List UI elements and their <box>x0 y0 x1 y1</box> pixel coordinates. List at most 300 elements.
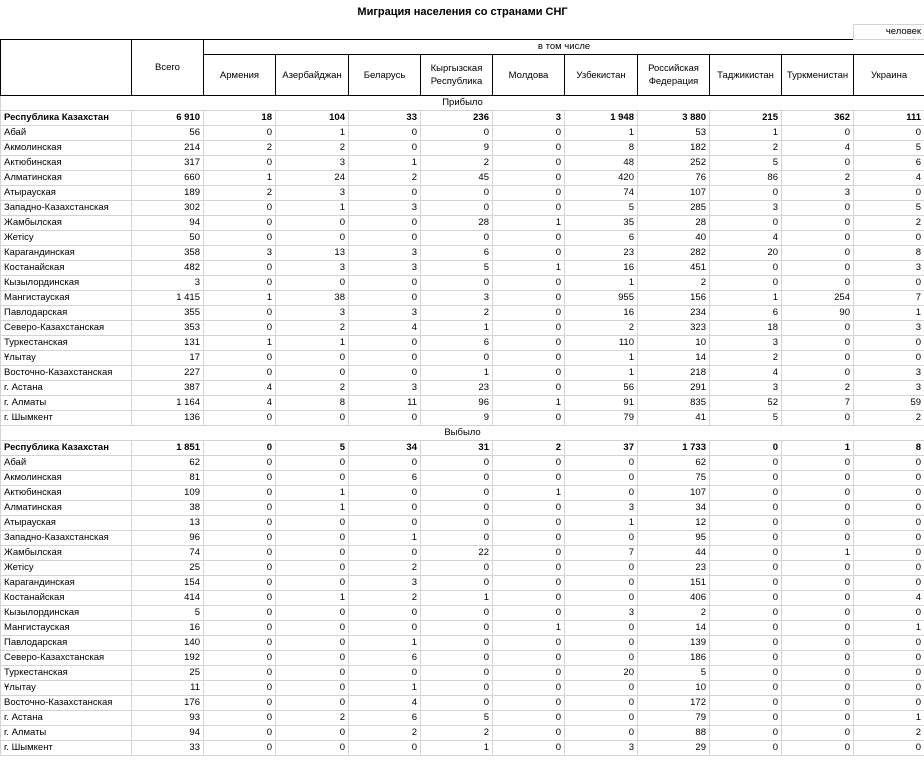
value-cell: 0 <box>854 186 924 201</box>
value-cell: 0 <box>782 711 854 726</box>
value-cell: 2 <box>638 276 710 291</box>
value-cell: 0 <box>493 201 565 216</box>
total-cell: 25 <box>132 666 204 681</box>
region-name: Ұлытау <box>1 681 132 696</box>
value-cell: 0 <box>565 471 638 486</box>
region-name: Мангистауская <box>1 621 132 636</box>
table-row <box>1 516 924 531</box>
value-cell: 0 <box>421 561 493 576</box>
value-cell: 1 <box>493 621 565 636</box>
total-cell: 214 <box>132 141 204 156</box>
value-cell: 44 <box>638 546 710 561</box>
value-cell: 20 <box>565 666 638 681</box>
total-cell: 302 <box>132 201 204 216</box>
value-cell: 0 <box>854 696 924 711</box>
value-cell: 0 <box>565 486 638 501</box>
value-cell: 0 <box>854 681 924 696</box>
value-cell: 1 <box>493 261 565 276</box>
region-name: г. Алматы <box>1 726 132 741</box>
table-row <box>1 546 924 561</box>
value-cell: 1 <box>854 711 924 726</box>
total-cell: 1 415 <box>132 291 204 306</box>
value-cell: 2 <box>421 726 493 741</box>
value-cell: 0 <box>782 486 854 501</box>
value-cell: 0 <box>349 546 421 561</box>
value-cell: 62 <box>638 456 710 471</box>
header-country: Армения <box>204 55 276 96</box>
value-cell: 0 <box>782 696 854 711</box>
table-row <box>1 231 924 246</box>
value-cell: 6 <box>349 471 421 486</box>
table-row <box>1 216 924 231</box>
value-cell: 0 <box>276 741 349 756</box>
value-cell: 4 <box>854 591 924 606</box>
value-cell: 0 <box>204 156 276 171</box>
region-name: Западно-Казахстанская <box>1 201 132 216</box>
value-cell: 0 <box>276 516 349 531</box>
table-row <box>1 186 924 201</box>
table-row <box>1 366 924 381</box>
value-cell: 0 <box>204 606 276 621</box>
value-cell: 1 <box>493 216 565 231</box>
value-cell: 23 <box>421 381 493 396</box>
value-cell: 79 <box>565 411 638 426</box>
header-country: Молдова <box>493 55 565 96</box>
value-cell: 234 <box>638 306 710 321</box>
value-cell: 0 <box>565 726 638 741</box>
total-cell: 50 <box>132 231 204 246</box>
value-cell: 0 <box>782 501 854 516</box>
region-name: Кызылординская <box>1 606 132 621</box>
value-cell: 1 <box>710 291 782 306</box>
value-cell: 0 <box>710 441 782 456</box>
table-row <box>1 621 924 636</box>
value-cell: 0 <box>710 636 782 651</box>
value-cell: 0 <box>204 621 276 636</box>
region-name: Алматинская <box>1 171 132 186</box>
value-cell: 0 <box>710 651 782 666</box>
value-cell: 0 <box>204 201 276 216</box>
value-cell: 4 <box>204 381 276 396</box>
value-cell: 0 <box>349 501 421 516</box>
region-name: г. Астана <box>1 711 132 726</box>
value-cell: 0 <box>710 186 782 201</box>
value-cell: 3 <box>349 576 421 591</box>
value-cell: 1 <box>565 516 638 531</box>
header-country: Узбекистан <box>565 55 638 96</box>
value-cell: 12 <box>638 516 710 531</box>
value-cell: 0 <box>782 576 854 591</box>
value-cell: 4 <box>710 231 782 246</box>
region-name: Республика Казахстан <box>1 441 132 456</box>
value-cell: 0 <box>710 666 782 681</box>
total-cell: 94 <box>132 726 204 741</box>
table-row <box>1 246 924 261</box>
value-cell: 0 <box>493 336 565 351</box>
value-cell: 0 <box>204 366 276 381</box>
region-name: Жамбылская <box>1 546 132 561</box>
table-row <box>1 576 924 591</box>
region-name: Акмолинская <box>1 471 132 486</box>
value-cell: 31 <box>421 441 493 456</box>
value-cell: 0 <box>204 216 276 231</box>
value-cell: 3 <box>349 261 421 276</box>
value-cell: 48 <box>565 156 638 171</box>
value-cell: 0 <box>204 681 276 696</box>
table-row <box>1 126 924 141</box>
table-row <box>1 531 924 546</box>
value-cell: 0 <box>349 276 421 291</box>
value-cell: 0 <box>493 126 565 141</box>
table-row <box>1 726 924 741</box>
value-cell: 0 <box>349 186 421 201</box>
value-cell: 0 <box>421 576 493 591</box>
value-cell: 37 <box>565 441 638 456</box>
value-cell: 0 <box>204 486 276 501</box>
value-cell: 3 <box>565 741 638 756</box>
value-cell: 0 <box>710 696 782 711</box>
value-cell: 0 <box>421 651 493 666</box>
value-cell: 0 <box>782 561 854 576</box>
value-cell: 0 <box>854 666 924 681</box>
value-cell: 2 <box>854 216 924 231</box>
value-cell: 90 <box>782 306 854 321</box>
value-cell: 0 <box>204 321 276 336</box>
value-cell: 0 <box>276 621 349 636</box>
region-name: Павлодарская <box>1 636 132 651</box>
header-including: в том числе <box>204 40 924 55</box>
value-cell: 0 <box>854 546 924 561</box>
header-region-blank <box>1 40 132 96</box>
table-row <box>1 651 924 666</box>
value-cell: 76 <box>638 171 710 186</box>
total-cell: 13 <box>132 516 204 531</box>
value-cell: 0 <box>204 546 276 561</box>
value-cell: 0 <box>421 126 493 141</box>
value-cell: 5 <box>421 261 493 276</box>
value-cell: 0 <box>421 471 493 486</box>
total-cell: 414 <box>132 591 204 606</box>
value-cell: 0 <box>421 681 493 696</box>
total-cell: 1 164 <box>132 396 204 411</box>
value-cell: 0 <box>349 411 421 426</box>
value-cell: 0 <box>349 486 421 501</box>
value-cell: 2 <box>276 381 349 396</box>
total-cell: 317 <box>132 156 204 171</box>
value-cell: 1 <box>421 366 493 381</box>
value-cell: 0 <box>854 651 924 666</box>
value-cell: 0 <box>349 366 421 381</box>
value-cell: 34 <box>638 501 710 516</box>
region-name: Павлодарская <box>1 306 132 321</box>
value-cell: 1 <box>421 321 493 336</box>
value-cell: 0 <box>276 666 349 681</box>
region-name: Актюбинская <box>1 486 132 501</box>
table-row <box>1 711 924 726</box>
value-cell: 254 <box>782 291 854 306</box>
table-row <box>1 306 924 321</box>
header-country: Беларусь <box>349 55 421 96</box>
value-cell: 107 <box>638 486 710 501</box>
table-row <box>1 111 924 126</box>
value-cell: 0 <box>782 591 854 606</box>
value-cell: 28 <box>421 216 493 231</box>
table-row <box>1 351 924 366</box>
value-cell: 3 <box>782 186 854 201</box>
value-cell: 0 <box>276 456 349 471</box>
value-cell: 0 <box>493 351 565 366</box>
value-cell: 0 <box>782 621 854 636</box>
value-cell: 0 <box>276 636 349 651</box>
region-name: Карагандинская <box>1 576 132 591</box>
value-cell: 1 733 <box>638 441 710 456</box>
value-cell: 0 <box>854 456 924 471</box>
value-cell: 13 <box>276 246 349 261</box>
value-cell: 111 <box>854 111 924 126</box>
value-cell: 10 <box>638 336 710 351</box>
value-cell: 0 <box>204 636 276 651</box>
value-cell: 0 <box>276 351 349 366</box>
value-cell: 3 <box>276 306 349 321</box>
value-cell: 6 <box>710 306 782 321</box>
value-cell: 291 <box>638 381 710 396</box>
total-cell: 353 <box>132 321 204 336</box>
value-cell: 0 <box>421 276 493 291</box>
value-cell: 0 <box>854 501 924 516</box>
value-cell: 0 <box>204 591 276 606</box>
value-cell: 406 <box>638 591 710 606</box>
value-cell: 1 <box>276 336 349 351</box>
value-cell: 3 <box>421 291 493 306</box>
value-cell: 3 <box>493 111 565 126</box>
value-cell: 0 <box>782 321 854 336</box>
value-cell: 362 <box>782 111 854 126</box>
value-cell: 4 <box>854 171 924 186</box>
value-cell: 0 <box>565 651 638 666</box>
value-cell: 0 <box>493 141 565 156</box>
value-cell: 52 <box>710 396 782 411</box>
value-cell: 451 <box>638 261 710 276</box>
total-cell: 94 <box>132 216 204 231</box>
region-name: Атырауская <box>1 186 132 201</box>
value-cell: 3 <box>276 156 349 171</box>
value-cell: 0 <box>276 606 349 621</box>
value-cell: 1 <box>204 291 276 306</box>
value-cell: 0 <box>493 546 565 561</box>
unit-label: человек <box>854 25 924 40</box>
value-cell: 3 <box>349 201 421 216</box>
value-cell: 0 <box>204 711 276 726</box>
value-cell: 0 <box>493 711 565 726</box>
value-cell: 23 <box>638 561 710 576</box>
region-name: Костанайская <box>1 591 132 606</box>
table-row <box>1 381 924 396</box>
value-cell: 4 <box>349 321 421 336</box>
value-cell: 5 <box>854 141 924 156</box>
section-label: Выбыло <box>1 426 924 441</box>
region-name: Туркестанская <box>1 336 132 351</box>
value-cell: 3 <box>565 606 638 621</box>
value-cell: 0 <box>493 231 565 246</box>
region-name: Актюбинская <box>1 156 132 171</box>
region-name: Жетісу <box>1 561 132 576</box>
value-cell: 0 <box>782 606 854 621</box>
value-cell: 0 <box>782 471 854 486</box>
value-cell: 0 <box>204 741 276 756</box>
value-cell: 5 <box>710 411 782 426</box>
value-cell: 3 <box>854 366 924 381</box>
value-cell: 0 <box>493 561 565 576</box>
total-cell: 192 <box>132 651 204 666</box>
value-cell: 0 <box>276 531 349 546</box>
value-cell: 2 <box>421 156 493 171</box>
total-cell: 56 <box>132 126 204 141</box>
value-cell: 1 <box>349 636 421 651</box>
value-cell: 0 <box>493 471 565 486</box>
value-cell: 1 <box>710 126 782 141</box>
value-cell: 0 <box>854 606 924 621</box>
value-cell: 0 <box>204 351 276 366</box>
value-cell: 4 <box>349 696 421 711</box>
value-cell: 2 <box>204 186 276 201</box>
total-cell: 136 <box>132 411 204 426</box>
value-cell: 4 <box>204 396 276 411</box>
value-cell: 0 <box>349 291 421 306</box>
value-cell: 2 <box>782 381 854 396</box>
value-cell: 1 <box>349 156 421 171</box>
value-cell: 182 <box>638 141 710 156</box>
value-cell: 0 <box>276 696 349 711</box>
header-country: Туркменистан <box>782 55 854 96</box>
value-cell: 0 <box>782 351 854 366</box>
value-cell: 0 <box>204 501 276 516</box>
value-cell: 0 <box>782 636 854 651</box>
value-cell: 1 <box>565 366 638 381</box>
value-cell: 0 <box>204 576 276 591</box>
table-row <box>1 141 924 156</box>
value-cell: 2 <box>493 441 565 456</box>
value-cell: 0 <box>493 636 565 651</box>
region-name: Жетісу <box>1 231 132 246</box>
value-cell: 0 <box>349 141 421 156</box>
value-cell: 0 <box>349 216 421 231</box>
value-cell: 0 <box>421 636 493 651</box>
value-cell: 0 <box>710 531 782 546</box>
value-cell: 0 <box>421 231 493 246</box>
value-cell: 0 <box>710 576 782 591</box>
value-cell: 1 <box>276 501 349 516</box>
value-cell: 2 <box>421 306 493 321</box>
value-cell: 5 <box>421 711 493 726</box>
value-cell: 3 <box>349 306 421 321</box>
value-cell: 0 <box>349 741 421 756</box>
value-cell: 0 <box>854 351 924 366</box>
value-cell: 0 <box>710 681 782 696</box>
table-row <box>1 486 924 501</box>
value-cell: 3 <box>854 381 924 396</box>
value-cell: 0 <box>421 696 493 711</box>
table-row <box>1 561 924 576</box>
value-cell: 1 <box>421 741 493 756</box>
value-cell: 0 <box>276 366 349 381</box>
value-cell: 8 <box>854 246 924 261</box>
total-cell: 38 <box>132 501 204 516</box>
table-row <box>1 411 924 426</box>
value-cell: 9 <box>421 411 493 426</box>
value-cell: 3 <box>710 201 782 216</box>
total-cell: 11 <box>132 681 204 696</box>
value-cell: 0 <box>782 681 854 696</box>
value-cell: 0 <box>854 741 924 756</box>
value-cell: 56 <box>565 381 638 396</box>
value-cell: 0 <box>204 456 276 471</box>
value-cell: 0 <box>854 531 924 546</box>
value-cell: 59 <box>854 396 924 411</box>
total-cell: 355 <box>132 306 204 321</box>
table-row <box>1 681 924 696</box>
value-cell: 0 <box>421 501 493 516</box>
value-cell: 1 <box>276 201 349 216</box>
value-cell: 3 <box>276 186 349 201</box>
value-cell: 0 <box>710 471 782 486</box>
value-cell: 835 <box>638 396 710 411</box>
value-cell: 0 <box>710 501 782 516</box>
value-cell: 0 <box>782 366 854 381</box>
value-cell: 0 <box>710 516 782 531</box>
value-cell: 0 <box>349 231 421 246</box>
value-cell: 40 <box>638 231 710 246</box>
value-cell: 16 <box>565 261 638 276</box>
value-cell: 2 <box>276 321 349 336</box>
value-cell: 0 <box>276 681 349 696</box>
table-row <box>1 276 924 291</box>
region-name: Восточно-Казахстанская <box>1 696 132 711</box>
region-name: Жамбылская <box>1 216 132 231</box>
value-cell: 4 <box>782 141 854 156</box>
value-cell: 0 <box>276 726 349 741</box>
value-cell: 96 <box>421 396 493 411</box>
value-cell: 0 <box>710 741 782 756</box>
region-name: Атырауская <box>1 516 132 531</box>
value-cell: 0 <box>421 666 493 681</box>
region-name: Кызылординская <box>1 276 132 291</box>
value-cell: 8 <box>276 396 349 411</box>
value-cell: 95 <box>638 531 710 546</box>
value-cell: 0 <box>493 591 565 606</box>
value-cell: 5 <box>276 441 349 456</box>
value-cell: 53 <box>638 126 710 141</box>
value-cell: 10 <box>638 681 710 696</box>
value-cell: 0 <box>421 201 493 216</box>
value-cell: 172 <box>638 696 710 711</box>
total-cell: 109 <box>132 486 204 501</box>
value-cell: 0 <box>782 156 854 171</box>
value-cell: 955 <box>565 291 638 306</box>
total-cell: 482 <box>132 261 204 276</box>
value-cell: 0 <box>204 276 276 291</box>
table-row <box>1 501 924 516</box>
value-cell: 0 <box>782 411 854 426</box>
value-cell: 0 <box>782 531 854 546</box>
value-cell: 0 <box>276 561 349 576</box>
region-name: г. Алматы <box>1 396 132 411</box>
value-cell: 2 <box>782 171 854 186</box>
table-row <box>1 171 924 186</box>
table-row <box>1 261 924 276</box>
value-cell: 0 <box>493 531 565 546</box>
table-row <box>1 291 924 306</box>
value-cell: 0 <box>204 441 276 456</box>
